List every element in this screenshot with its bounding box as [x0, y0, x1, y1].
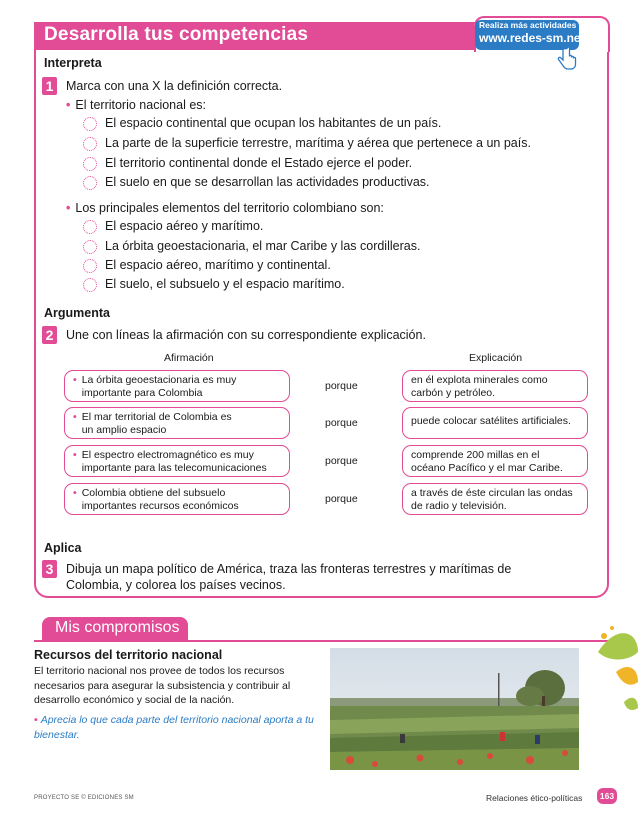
question-2-text: Los principales elementos del territorio colombiano son: — [75, 201, 384, 215]
bullet-icon: • — [73, 374, 77, 386]
explicacion-line: en él explota minerales como — [411, 374, 548, 386]
bullet-icon: • — [73, 487, 77, 499]
option-checkbox[interactable] — [83, 240, 97, 254]
option-checkbox[interactable] — [83, 117, 97, 131]
section-aplica: Aplica — [44, 541, 82, 555]
item-number-3: 3 — [42, 560, 57, 578]
instruction-2: Une con líneas la afirmación con su correspondiente explicación. — [66, 328, 426, 342]
porque-label: porque — [325, 417, 358, 429]
afirmacion-line: Colombia obtiene del subsuelo — [81, 487, 226, 499]
option-text: El suelo en que se desarrollan las actividades productivas. — [105, 175, 430, 189]
afirmacion-box[interactable] — [64, 370, 290, 402]
instruction-1: Marca con una X la definición correcta. — [66, 79, 283, 93]
footer-publisher: PROYECTO SE © EDICIONES SM — [34, 795, 134, 801]
afirmacion-line: importante para las telecomunicaciones — [81, 462, 267, 474]
explicacion-line: comprende 200 millas en el — [411, 449, 540, 461]
option-text: El espacio aéreo, marítimo y continental. — [105, 258, 331, 272]
explicacion-box[interactable] — [402, 483, 588, 515]
explicacion-line: puede colocar satélites artificiales. — [411, 415, 571, 427]
column-explicacion: Explicación — [469, 352, 523, 364]
option-text: El territorio continental donde el Estado ejerce el poder. — [105, 156, 413, 170]
explicacion-line: océano Pacífico y el mar Caribe. — [411, 462, 563, 474]
afirmacion-line: importantes recursos económicos — [81, 500, 239, 512]
question-1 — [66, 98, 206, 112]
explicacion-line: de radio y televisión. — [411, 500, 507, 512]
hand-pointer-icon — [555, 47, 577, 73]
afirmacion-line: El mar territorial de Colombia es — [81, 411, 232, 423]
section-interpreta: Interpreta — [44, 56, 102, 70]
afirmacion-line: un amplio espacio — [81, 424, 167, 436]
bullet-icon: • — [66, 201, 71, 215]
porque-label: porque — [325, 493, 358, 505]
aprecia-text: Aprecia lo que cada parte del territorio nacional aporta a tu bienestar. — [34, 714, 314, 741]
leaf-deco-icon — [578, 622, 638, 718]
bullet-icon: • — [66, 98, 71, 112]
footer-section: Relaciones ético-políticas — [486, 793, 583, 803]
recursos-heading: Recursos del territorio nacional — [34, 648, 223, 662]
explicacion-box[interactable] — [402, 370, 588, 402]
explicacion-line: a través de éste circulan las ondas — [411, 487, 573, 499]
option-checkbox[interactable] — [83, 176, 97, 190]
farm-field-photo — [330, 648, 579, 770]
column-afirmacion: Afirmación — [164, 352, 214, 364]
afirmacion-line: El espectro electromagnético es muy — [81, 449, 254, 461]
aprecia-note — [34, 713, 314, 742]
afirmacion-box[interactable] — [64, 407, 290, 439]
afirmacion-box[interactable] — [64, 483, 290, 515]
question-1-text: El territorio nacional es: — [75, 98, 207, 112]
instruction-3-line-1: Dibuja un mapa político de América, traza las fronteras terrestres y marítimas de — [66, 562, 512, 576]
bullet-icon: • — [34, 714, 38, 726]
option-checkbox[interactable] — [83, 137, 97, 151]
section-argumenta: Argumenta — [44, 306, 110, 320]
option-checkbox[interactable] — [83, 220, 97, 234]
option-text: La órbita geoestacionaria, el mar Caribe y las cordilleras. — [105, 239, 421, 253]
web-caption: Realiza más actividades en — [479, 20, 589, 30]
option-checkbox[interactable] — [83, 259, 97, 273]
recursos-body: El territorio nacional nos provee de todos los recursos necesarios para asegurar la subsistencia y contribuir al desarrollo económico y social de la nación. — [34, 665, 291, 706]
afirmacion-line: importante para Colombia — [81, 387, 203, 399]
afirmacion-box[interactable] — [64, 445, 290, 477]
instruction-3-line-2: Colombia, y colorea los países vecinos. — [66, 578, 286, 592]
explicacion-box[interactable] — [402, 407, 588, 439]
compromisos-divider — [34, 640, 609, 642]
porque-label: porque — [325, 380, 358, 392]
porque-label: porque — [325, 455, 358, 467]
explicacion-box[interactable] — [402, 445, 588, 477]
item-number-1: 1 — [42, 77, 57, 95]
compromisos-title: Mis compromisos — [55, 619, 180, 636]
question-2 — [66, 201, 384, 215]
option-text: El suelo, el subsuelo y el espacio marítimo. — [105, 277, 345, 291]
page-title: Desarrolla tus competencias — [44, 24, 309, 45]
bullet-icon: • — [73, 449, 77, 461]
page-number: 163 — [597, 788, 617, 804]
option-checkbox[interactable] — [83, 157, 97, 171]
explicacion-line: carbón y petróleo. — [411, 387, 496, 399]
option-text: El espacio continental que ocupan los habitantes de un país. — [105, 116, 442, 130]
option-checkbox[interactable] — [83, 278, 97, 292]
web-url-link[interactable]: www.redes-sm.net — [479, 31, 585, 45]
bullet-icon: • — [73, 411, 77, 423]
item-number-2: 2 — [42, 326, 57, 344]
afirmacion-line: La órbita geoestacionaria es muy — [81, 374, 237, 386]
option-text: El espacio aéreo y marítimo. — [105, 219, 264, 233]
option-text: La parte de la superficie terrestre, marítima y aérea que pertenece a un país. — [105, 136, 531, 150]
